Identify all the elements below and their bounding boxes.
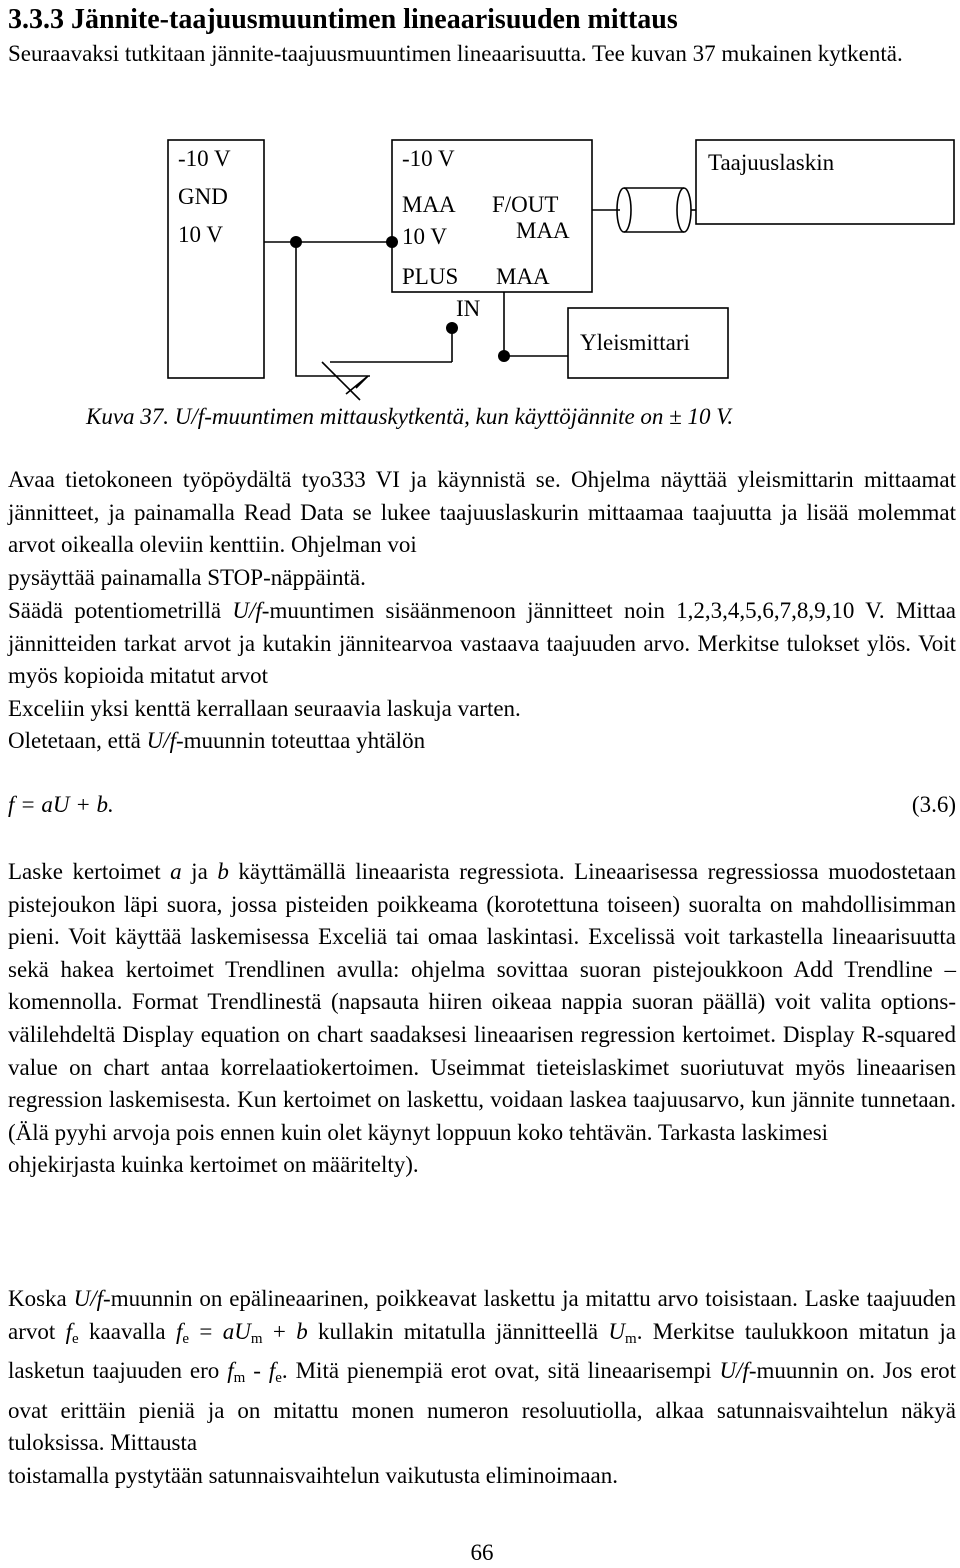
paragraph-program-usage: Avaa tietokoneen työpöydältä tyo333 VI ja käynnistä se. Ohjelma näyttää yleismittarin mittaamat jännitteet, ja painamalla Read Data se lukee taajuuslaskurin mittaamaa taajuutta ja lisää molemmat arvot oikealla oleviin kenttiin. Ohjelman voi pysäyttää painamalla STOP-näppäintä.: [8, 467, 956, 590]
section-heading: 3.3.3 Jännite-taajuusmuuntimen lineaarisuuden mittaus: [8, 4, 678, 35]
power-supply-box: [168, 140, 264, 378]
intro-paragraph: Seuraavaksi tutkitaan jännite-taajuusmuuntimen lineaarisuutta. Tee kuvan 37 mukainen kytkentä.: [8, 41, 903, 66]
equation-number: (3.6): [911, 792, 956, 817]
conv-maa-label: MAA: [402, 192, 456, 217]
conv-fout-label: F/OUT: [492, 192, 559, 217]
supply-gnd-label: GND: [178, 184, 228, 209]
paragraph-assumption: Oletetaan, että U/f-muunnin toteuttaa yhtälön: [8, 728, 426, 753]
junction-dot: [446, 322, 458, 334]
supply-neg-label: -10 V: [178, 146, 231, 171]
conv-neg-label: -10 V: [402, 146, 455, 171]
equation-3-6: [8, 792, 956, 818]
conv-maa2-label: MAA: [516, 218, 570, 243]
paragraph-nonlinearity: Koska U/f-muunnin on epälineaarinen, poikkeavat laskettu ja mitattu arvo toisistaan. Laske taajuuden arvot $f_e$ kaavalla $f_e = aU_m + b$ kullakin mitatulla jännitteellä $U_m$. Merkitse taulukkoon mitatun ja lasketun taajuuden ero $f_m - f_e$. Mitä pienempiä erot ovat, sitä lineaarisempi U/f-muunnin on. Jos erot ovat erittäin pieniä ja on mitattu monen numeron resoluutiolla, alkaa satunnaisvaihtelun näkyä tuloksissa. Mittausta toistamalla pystytään satunnaisvaihtelun vaikutusta eliminoimaan.: [8, 1286, 956, 1488]
supply-pos-label: 10 V: [178, 222, 223, 247]
counter-label: Taajuuslaskin: [708, 150, 835, 175]
circuit-diagram: [8, 132, 956, 404]
multimeter-label: Yleismittari: [580, 330, 690, 355]
junction-dot: [290, 236, 302, 248]
conv-pos-label: 10 V: [402, 224, 447, 249]
page-number: 66: [470, 1540, 494, 1565]
equation-text: f = aU + b.: [8, 792, 114, 817]
figure-caption: Kuva 37. U/f-muuntimen mittauskytkentä, kun käyttöjännite on ± 10 V.: [86, 404, 734, 429]
paragraph-adjust-voltages: Säädä potentiometrillä U/f-muuntimen sisäänmenoon jännitteet noin 1,2,3,4,5,6,7,8,9,10 V. Mittaa jännitteiden tarkat arvot ja kutakin jännitearvoa vastaava taajuuden arvo. Merkitse tulokset ylös. Voit myös kopioida mitatut arvot Exceliin yksi kenttä kerrallaan seuraavia laskuja varten.: [8, 598, 956, 721]
conv-in-label: IN: [456, 296, 481, 321]
paragraph-regression: Laske kertoimet a ja b käyttämällä lineaarista regressiota. Lineaarisessa regressiossa muodostetaan pistejoukon läpi suora, jossa pisteiden poikkeama (korotettuna toiseen) suoralta on mahdollisimman pieni. Voit käyttää laskemisessa Exceliä tai omaa laskintasi. Excelissä voit tarkastella lineaarisuutta sekä hakea kertoimet Trendlinen avulla: ohjelma sovittaa suoran pistejoukkoon Add Trendline – komennolla. Format Trendlinestä (napsauta hiiren oikeaa nappia suoran päällä) voit valita options-välilehdeltä Display equation on chart saadaksesi lineaarisen regression kertoimet. Display R-squared value on chart antaa korrelaatiokertoimen. Useimmat tieteislaskimet suoriutuvat myös lineaarisen regression laskemisesta. Kun kertoimet on laskettu, voidaan laskea taajuusarvo, kun jännite tunnetaan. (Älä pyyhi arvoja pois ennen kuin olet käynyt loppuun koko tehtävän. Tarkasta laskimesi ohjekirjasta kuinka kertoimet on määritelty).: [8, 859, 956, 1178]
conv-plus-label: PLUS: [402, 264, 459, 289]
conv-maa3-label: MAA: [496, 264, 550, 289]
junction-dot: [386, 236, 398, 248]
junction-dot: [498, 350, 510, 362]
